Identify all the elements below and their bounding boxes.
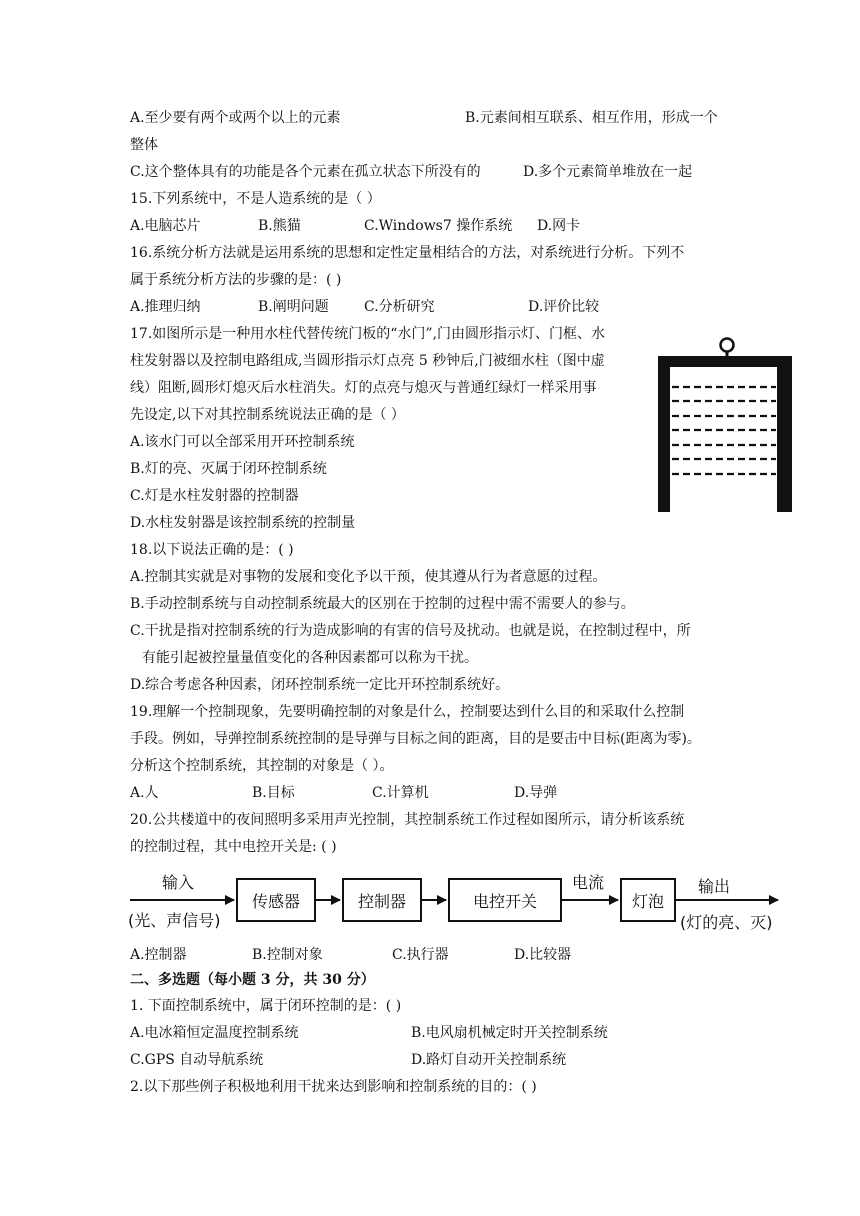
bulb-box: 灯泡	[620, 878, 676, 922]
input-signal-label: (光、声信号)	[128, 911, 221, 930]
q16-option-d: D.评价比较	[528, 299, 600, 315]
q19-stem-line1: 19.理解一个控制现象，先要明确控制的对象是什么，控制要达到什么目的和采取什么控制	[130, 704, 685, 720]
q17-stem-line1: 17.如图所示是一种用水柱代替传统门板的“水门”,门由圆形指示灯、门框、水	[130, 326, 606, 342]
q15-option-d: D.网卡	[537, 218, 581, 234]
q18-option-b: B.手动控制系统与自动控制系统最大的区别在于控制的过程中需不需要人的参与。	[130, 596, 635, 612]
m2-stem: 2.以下那些例子积极地利用干扰来达到影响和控制系统的目的：( )	[130, 1079, 537, 1095]
q20-option-c: C.执行器	[392, 947, 449, 963]
m1-option-d: D.路灯自动开关控制系统	[411, 1052, 567, 1068]
q17-stem-line2: 柱发射器以及控制电路组成,当圆形指示灯点亮 5 秒钟后,门被细水柱（图中虚	[130, 353, 605, 369]
water-door-figure	[655, 336, 795, 514]
q18-stem: 18.以下说法正确的是：( )	[130, 542, 294, 558]
sensor-box: 传感器	[236, 878, 316, 922]
q19-stem-line3: 分析这个控制系统，其控制的对象是（ ）。	[130, 758, 394, 774]
output-result-label: (灯的亮、灭)	[680, 913, 773, 932]
q17-stem-line3: 线）阻断,圆形灯熄灭后水柱消失。灯的点亮与熄灭与普通红绿灯一样采用事	[130, 380, 597, 396]
q14-option-a: A.至少要有两个或两个以上的元素	[130, 110, 341, 126]
q16-stem-line1: 16.系统分析方法就是运用系统的思想和定性定量相结合的方法，对系统进行分析。下列不	[130, 245, 685, 261]
m1-stem: 1. 下面控制系统中，属于闭环控制的是：( )	[130, 998, 402, 1014]
q17-option-c: C.灯是水柱发射器的控制器	[130, 488, 299, 504]
control-flow-diagram	[128, 864, 788, 940]
q19-option-d: D.导弹	[514, 785, 558, 801]
q14-option-b: B.元素间相互联系、相互作用，形成一个	[465, 110, 718, 126]
output-label: 输出	[698, 877, 731, 896]
input-label: 输入	[162, 873, 195, 892]
q20-option-b: B.控制对象	[252, 947, 323, 963]
q19-option-a: A.人	[130, 785, 159, 801]
door-frame-right	[777, 356, 792, 512]
q18-option-d: D.综合考虑各种因素，闭环控制系统一定比开环控制系统好。	[130, 677, 510, 693]
q15-option-b: B.熊猫	[258, 218, 301, 234]
q15-stem: 15.下列系统中，不是人造系统的是（ ）	[130, 191, 381, 207]
m1-option-a: A.电冰箱恒定温度控制系统	[130, 1025, 299, 1041]
controller-box: 控制器	[342, 878, 422, 922]
q16-option-b: B.阐明问题	[258, 299, 329, 315]
q20-option-d: D.比较器	[514, 947, 572, 963]
q18-option-c: C.干扰是指对控制系统的行为造成影响的有害的信号及扰动。也就是说，在控制过程中，所	[130, 623, 691, 639]
q17-option-a: A.该水门可以全部采用开环控制系统	[130, 434, 355, 450]
q17-option-d: D.水柱发射器是该控制系统的控制量	[130, 515, 356, 531]
q15-option-a: A.电脑芯片	[130, 218, 201, 234]
q16-stem-line2: 属于系统分析方法的步骤的是：( )	[130, 272, 342, 288]
q17-option-b: B.灯的亮、灭属于闭环控制系统	[130, 461, 327, 477]
q19-stem-line2: 手段。例如，导弹控制系统控制的是导弹与目标之间的距离，目的是要击中目标(距离为零)。	[130, 731, 701, 747]
electric-switch-box: 电控开关	[448, 878, 562, 922]
section2-title: 二、多选题（每小题 3 分，共 30 分）	[130, 972, 375, 988]
q16-option-c: C.分析研究	[364, 299, 435, 315]
q20-stem-line2: 的控制过程，其中电控开关是: ( )	[130, 839, 337, 855]
q20-option-a: A.控制器	[130, 947, 187, 963]
q19-option-b: B.目标	[252, 785, 295, 801]
m1-option-c: C.GPS 自动导航系统	[130, 1052, 264, 1068]
q15-option-c: C.Windows7 操作系统	[364, 218, 513, 234]
door-frame-top	[658, 356, 792, 367]
q17-stem-line4: 先设定,以下对其控制系统说法正确的是（ ）	[130, 407, 405, 423]
q20-stem-line1: 20.公共楼道中的夜间照明多采用声光控制，其控制系统工作过程如图所示，请分析该系统	[130, 812, 685, 828]
q19-option-c: C.计算机	[372, 785, 429, 801]
indicator-lamp-icon	[721, 339, 734, 352]
current-label: 电流	[572, 873, 605, 892]
q14-option-d: D.多个元素简单堆放在一起	[523, 164, 693, 180]
q14-option-b-continued: 整体	[130, 137, 158, 153]
q16-option-a: A.推理归纳	[130, 299, 201, 315]
water-column-dashes	[672, 387, 776, 474]
q14-option-c: C.这个整体具有的功能是各个元素在孤立状态下所没有的	[130, 164, 481, 180]
q18-option-a: A.控制其实就是对事物的发展和变化予以干预，使其遵从行为者意愿的过程。	[130, 569, 607, 585]
m1-option-b: B.电风扇机械定时开关控制系统	[411, 1025, 608, 1041]
door-frame-left	[658, 356, 670, 512]
q18-option-c-continued: 有能引起被控量量值变化的各种因素都可以称为干扰。	[142, 650, 478, 666]
